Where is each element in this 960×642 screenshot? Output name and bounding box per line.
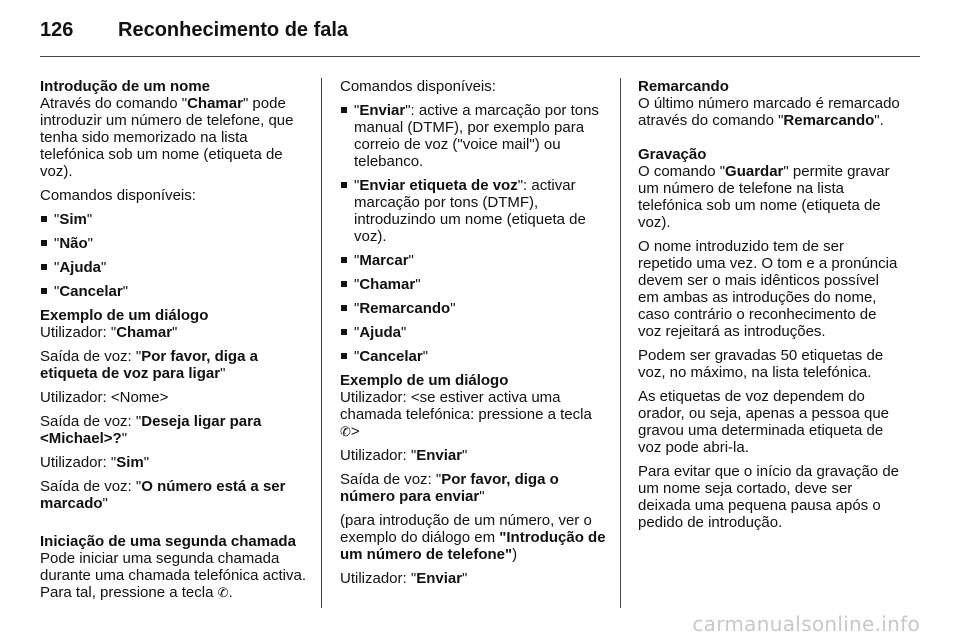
dialog-line: Utilizador: "Enviar" [340, 570, 468, 587]
list-item: "Enviar etiqueta de voz": activar marcação por tons (DTMF), introduzindo um nome (etiqueta de voz). [340, 177, 606, 245]
phone-icon: ✆ [217, 585, 229, 600]
column-3 [638, 78, 902, 538]
list-item: "Ajuda" [40, 259, 306, 276]
list-item: "Enviar": active a marcação por tons manual (DTMF), por exemplo para correio de voz ("voice mail") ou telebanco. [340, 102, 606, 170]
list-item: "Não" [40, 235, 306, 252]
dialog-line: Saída de voz: "Por favor, diga o número para enviar" [340, 471, 559, 505]
section-heading: Exemplo de um diálogo [340, 372, 509, 389]
column-divider [321, 78, 322, 608]
command-list [340, 102, 606, 365]
page-number: 126 [40, 18, 74, 41]
column-divider [620, 78, 621, 608]
paragraph: O comando "Guardar" permite gravar um número de telefone na lista telefónica sob um nome (etiqueta de voz). [638, 163, 890, 231]
dialog-line: Saída de voz: "Deseja ligar para <Michael>?" [40, 413, 262, 447]
commands-label: Comandos disponíveis: [40, 187, 196, 204]
column-1 [40, 78, 306, 608]
paragraph: O último número marcado é remarcado através do comando "Remarcando". [638, 95, 900, 129]
phone-icon: ✆ [340, 424, 351, 439]
list-item: "Cancelar" [40, 283, 306, 300]
dialog-line: Utilizador: "Enviar" [340, 447, 468, 464]
page-header [40, 10, 348, 50]
paragraph: As etiquetas de voz dependem do orador, ou seja, apenas a pessoa que gravou uma determinada etiqueta de voz pode abri-la. [638, 388, 890, 456]
paragraph: Através do comando "Chamar" pode introduzir um número de telefone, que tenha sido memorizado na lista telefónica sob um nome (etiqueta de voz). [40, 95, 294, 180]
dialog-line: Saída de voz: "Por favor, diga a etiqueta de voz para ligar" [40, 348, 258, 382]
list-item: "Marcar" [340, 252, 606, 269]
section-heading: Remarcando [638, 78, 729, 95]
header-divider [40, 56, 920, 57]
dialog-line: (para introdução de um número, ver o exemplo do diálogo em "Introdução de um número de telefone") [340, 512, 606, 563]
dialog-line: Utilizador: "Chamar" [40, 324, 178, 341]
dialog-line: Saída de voz: "O número está a ser marcado" [40, 478, 286, 512]
paragraph: Podem ser gravadas 50 etiquetas de voz, no máximo, na lista telefónica. [638, 347, 884, 381]
section-heading: Iniciação de uma segunda chamada [40, 533, 296, 550]
watermark: carmanualsonline.info [692, 612, 920, 636]
section-heading: Introdução de um nome [40, 78, 211, 95]
list-item: "Cancelar" [340, 348, 606, 365]
list-item: "Sim" [40, 211, 306, 228]
paragraph: Para evitar que o início da gravação de um nome seja cortado, deve ser deixada uma pequena pausa após o pedido de introdução. [638, 463, 899, 531]
dialog-line: Utilizador: <se estiver activa uma chamada telefónica: pressione a tecla ✆> [340, 389, 592, 440]
list-item: "Chamar" [340, 276, 606, 293]
paragraph: O nome introduzido tem de ser repetido uma vez. O tom e a pronúncia devem ser o mais idênticos possível em ambas as introduções do nome, caso contrário o reconhecimento de voz rejeitará as introduções. [638, 238, 898, 340]
paragraph: Pode iniciar uma segunda chamada durante uma chamada telefónica activa. Para tal, pressione a tecla ✆. [40, 550, 306, 601]
list-item: "Ajuda" [340, 324, 606, 341]
dialog-line: Utilizador: <Nome> [40, 389, 169, 406]
commands-label: Comandos disponíveis: [340, 78, 496, 95]
page-title: Reconhecimento de fala [118, 18, 349, 41]
column-2 [340, 78, 606, 594]
command-list [40, 211, 306, 300]
list-item: "Remarcando" [340, 300, 606, 317]
section-heading: Exemplo de um diálogo [40, 307, 209, 324]
dialog-line: Utilizador: "Sim" [40, 454, 150, 471]
section-heading: Gravação [638, 146, 707, 163]
